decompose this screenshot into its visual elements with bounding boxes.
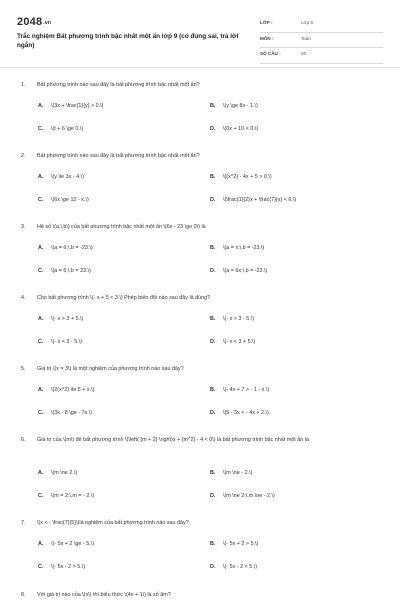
option-text: \(3x - 8 \ge - 7x.\) <box>51 410 93 416</box>
logo-main-text: 2048 <box>17 16 43 28</box>
question-number: 3. <box>21 224 26 230</box>
option-text: \(0x + 10 < 0.\) <box>223 126 259 132</box>
option-letter: C. <box>38 564 44 570</box>
question-text: Bất phương trình nào sau đây là bất phương trình bậc nhất một ẩn? <box>37 153 200 159</box>
option-b[interactable] <box>210 541 258 548</box>
option-text: \(- x > 3 + 5.\) <box>51 316 84 322</box>
option-text: \(- 5x - 2 > 5.\) <box>51 564 85 570</box>
option-text: \(m = 2;\,m = - 2.\) <box>51 493 95 499</box>
question-number: 5. <box>21 366 26 372</box>
option-letter: D. <box>210 493 216 499</box>
question-text: Cho bất phương trình \(- x + 5 < 3.\) Phép biến đổi nào sau đây là đúng? <box>37 295 211 301</box>
option-letter: A. <box>38 541 44 547</box>
question-number: 4. <box>21 295 26 301</box>
option-text: \(a = 6;\,b = 23.\) <box>51 268 91 274</box>
page-title: Trắc nghiệm Bất phương trình bậc nhất một ẩn lớp 9 (có đúng sai, trả lời ngắn) <box>17 33 239 49</box>
question-number: 6. <box>21 437 26 443</box>
question-stem <box>21 153 383 161</box>
option-text: \(m \ne 2.\) <box>51 470 78 476</box>
option-text: \(a = 6x;\,b = -23.\) <box>223 268 268 274</box>
option-letter: A. <box>38 316 44 322</box>
question-8 <box>21 592 383 600</box>
option-d[interactable] <box>210 197 296 204</box>
meta-table <box>260 17 383 64</box>
meta-key: MÔN : <box>260 35 274 41</box>
option-text: \(6x \ge 12 - x.\) <box>51 197 89 203</box>
option-letter: C. <box>38 493 44 499</box>
option-b[interactable] <box>210 387 269 394</box>
option-b[interactable] <box>210 316 254 323</box>
option-text: \(5 - 3x < - 4x + 2.\) <box>223 410 269 416</box>
option-letter: D. <box>210 268 216 274</box>
option-text: \((x^2) - 4x + 5 > 0.\) <box>223 174 272 180</box>
option-c[interactable] <box>38 197 89 204</box>
question-1 <box>21 82 383 132</box>
option-letter: C. <box>38 410 44 416</box>
option-a[interactable] <box>38 174 84 181</box>
option-c[interactable] <box>38 410 92 417</box>
option-letter: D. <box>210 339 216 345</box>
question-text: \(x < - \frac{7}{5}\)là nghiệm của bất phương trình nào sau đây? <box>37 520 189 526</box>
option-letter: D. <box>210 197 216 203</box>
question-stem <box>21 437 383 445</box>
meta-row-subject <box>260 33 383 49</box>
option-letter: D. <box>210 564 216 570</box>
question-3 <box>21 224 383 274</box>
option-a[interactable] <box>38 470 77 477</box>
option-b[interactable] <box>210 103 258 110</box>
option-text: \(- x < 3 - 5.\) <box>51 339 83 345</box>
question-5 <box>21 366 383 416</box>
option-text: \(2(x^2) \le 5 + x.\) <box>51 387 95 393</box>
meta-value: Toán <box>301 35 311 41</box>
option-text: \(\frac{1}{2}x + \frac{7}{x} < 6.\) <box>223 197 297 203</box>
option-c[interactable] <box>38 564 85 571</box>
question-2 <box>21 153 383 203</box>
question-stem <box>21 82 383 90</box>
question-text: Giá trị \(x = 3\) là một nghiệm của phương trình nào sau đây? <box>37 366 184 372</box>
option-a[interactable] <box>38 316 83 323</box>
option-letter: A. <box>38 470 44 476</box>
question-6 <box>21 437 383 499</box>
option-c[interactable] <box>38 268 91 275</box>
option-letter: B. <box>210 470 216 476</box>
option-text: \(- x < 3 + 5.\) <box>223 339 256 345</box>
site-logo[interactable] <box>17 16 51 28</box>
option-letter: B. <box>210 316 216 322</box>
option-a[interactable] <box>38 387 94 394</box>
option-text: \(- 4x + 7 > - 1 - x.\) <box>223 387 270 393</box>
option-letter: B. <box>210 387 216 393</box>
question-text: Hệ số \(a,\,b\) của bất phương trình bậc nhất một ẩn \(6x - 23 \ge 0\) là <box>37 224 206 230</box>
option-letter: B. <box>210 103 216 109</box>
question-number: 7. <box>21 520 26 526</box>
question-stem <box>21 224 383 232</box>
question-stem <box>21 366 383 374</box>
question-text: Với giá trị nào của \(x\) thì biểu thức \(4x + 1\) là số âm? <box>37 592 171 598</box>
question-stem <box>21 520 383 528</box>
meta-value: 20 <box>301 51 307 56</box>
question-4 <box>21 295 383 345</box>
option-text: \(- 5x - 2 < 5.\) <box>223 564 257 570</box>
option-letter: A. <box>38 103 44 109</box>
option-text: \(- x > 3 - 5.\) <box>223 316 255 322</box>
option-letter: B. <box>210 541 216 547</box>
option-text: \(y \ge 8x - 1.\) <box>223 103 258 109</box>
option-d[interactable] <box>210 268 267 275</box>
option-text: \(3x + \frac{1}{y} > 0.\) <box>51 103 104 109</box>
option-letter: C. <box>38 197 44 203</box>
header-divider <box>0 67 400 68</box>
option-text: \(- 5x + 2 \ge - 5.\) <box>51 541 94 547</box>
option-d[interactable] <box>210 410 269 417</box>
option-text: \(y \le 3x - 4.\) <box>51 174 84 180</box>
option-text: \(a = x;\,b = -23.\) <box>223 245 265 251</box>
option-letter: D. <box>210 126 216 132</box>
option-text: \(t + 6 \ge 0.\) <box>51 126 84 132</box>
option-letter: C. <box>38 126 44 132</box>
option-d[interactable] <box>210 126 258 133</box>
logo-sub-text: .vn <box>43 20 52 26</box>
option-letter: B. <box>210 174 216 180</box>
option-text: \(m \ne - 2.\) <box>223 470 253 476</box>
option-letter: A. <box>38 174 44 180</box>
option-d[interactable] <box>210 493 275 500</box>
question-number: 2. <box>21 153 26 159</box>
option-c[interactable] <box>38 126 83 133</box>
page-header <box>17 16 383 60</box>
question-stem <box>21 295 383 303</box>
option-letter: A. <box>38 387 44 393</box>
option-letter: D. <box>210 410 216 416</box>
option-a[interactable] <box>38 103 103 110</box>
option-c[interactable] <box>38 339 82 346</box>
question-stem <box>21 592 383 600</box>
option-b[interactable] <box>210 470 252 477</box>
question-text: Bất phương trình nào sau đây là bất phương trình bậc nhất một ẩn? <box>37 82 200 88</box>
option-text: \(a = 6;\,b = -23.\) <box>51 245 93 251</box>
option-c[interactable] <box>38 493 94 500</box>
option-a[interactable] <box>38 541 94 548</box>
meta-key: SỐ CÂU : <box>260 51 281 56</box>
option-letter: C. <box>38 268 44 274</box>
option-b[interactable] <box>210 174 272 181</box>
option-letter: B. <box>210 245 216 251</box>
option-d[interactable] <box>210 339 255 346</box>
question-number: 8. <box>21 592 26 598</box>
question-number: 1. <box>21 82 26 88</box>
option-letter: A. <box>38 245 44 251</box>
meta-key: LỚP : <box>260 20 273 25</box>
question-text: Giá trị của \(m\) để bất phương trình \(\left( {m + 2} \right)x + {m^2} - 4 < 0\) là bất phương trình bậc nhất một ẩn là <box>37 437 309 443</box>
meta-row-class <box>260 17 383 33</box>
option-b[interactable] <box>210 245 264 252</box>
option-text: \(- 5x + 2 > 5.\) <box>223 541 259 547</box>
option-letter: C. <box>38 339 44 345</box>
meta-value: Lớp 9 <box>301 20 313 25</box>
option-a[interactable] <box>38 245 93 252</box>
option-text: \(m \ne 2;\,m \ne - 2.\) <box>223 493 275 499</box>
question-7 <box>21 520 383 570</box>
option-d[interactable] <box>210 564 257 571</box>
meta-row-count <box>260 48 383 64</box>
